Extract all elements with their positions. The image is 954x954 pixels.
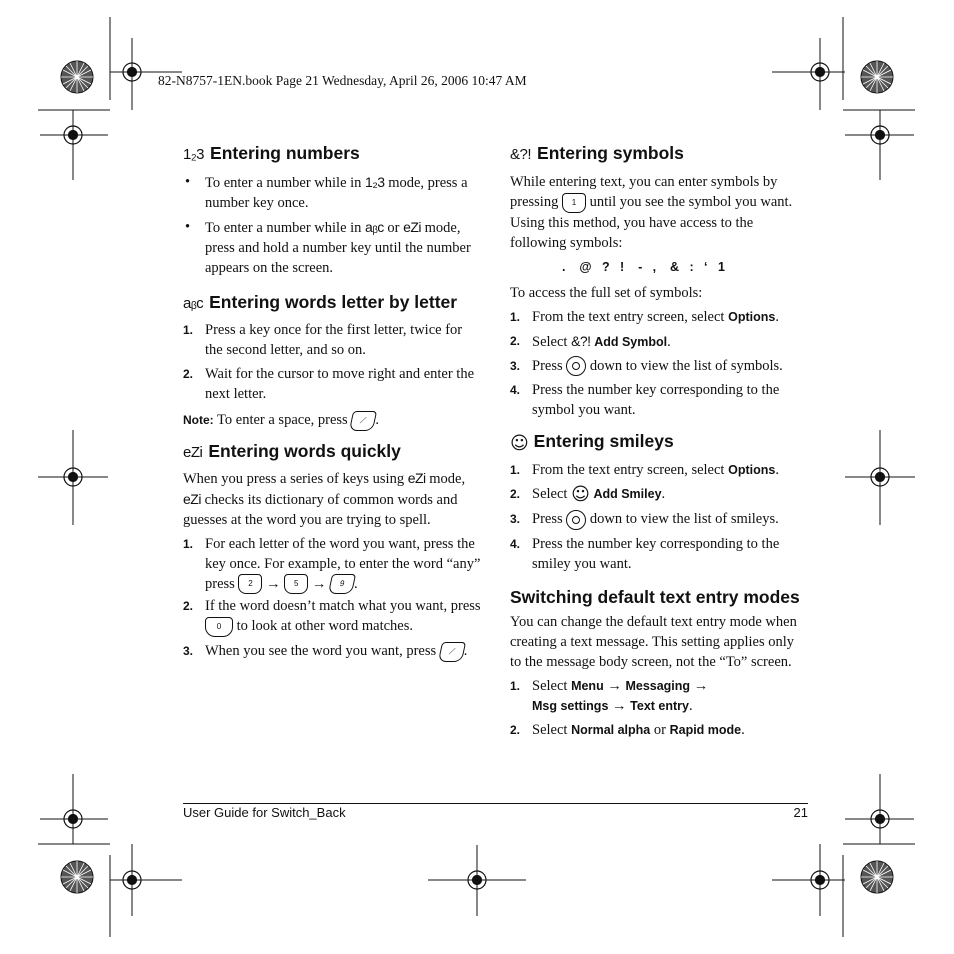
list-item: 1. From the text entry screen, select Options. xyxy=(510,462,779,479)
list-item: 1. For each letter of the word you want, press the key once. For example, to enter the word “any” press 2 → 5 → 9 . xyxy=(183,534,483,595)
quickly-steps xyxy=(183,534,483,662)
arrow-icon: → xyxy=(693,678,709,695)
heading-words-quickly: eZi Entering words quickly xyxy=(183,440,401,461)
add-symbol-label: Add Symbol xyxy=(594,334,668,349)
list-item: 2. Wait for the cursor to move right and enter the next letter. xyxy=(183,366,475,402)
nav-key-icon xyxy=(566,510,586,530)
list-item: 2. If the word doesn’t match what you want, press 0 to look at other word matches. xyxy=(183,596,483,637)
list-item: 3. When you see the word you want, press ⟋ . xyxy=(183,641,483,662)
mode-symbol-icon: &?! xyxy=(510,146,532,163)
list-item: 1. Select Menu → Messaging → Msg settings → Text entry. xyxy=(510,678,709,715)
mode-abc-icon: aᵦc xyxy=(365,219,384,235)
space-key-icon: ⟋ xyxy=(349,411,377,431)
key-9-icon: 9 xyxy=(328,574,356,594)
heading-entering-symbols: &?! Entering symbols xyxy=(510,143,684,163)
symbol-list: . @ ? ! - , & : ‘ 1 xyxy=(562,259,725,274)
space-key-icon: ⟋ xyxy=(438,642,466,662)
letter-steps xyxy=(183,320,483,404)
list-item: 4. Press the number key corresponding to the symbol you want. xyxy=(510,382,780,419)
options-label: Options xyxy=(728,309,776,324)
list-item: 1. Press a key once for the first letter, twice for the second letter, and so on. xyxy=(183,322,463,358)
mode-123-icon: 1₂3 xyxy=(183,146,205,163)
heading-entering-smileys: ☺ Entering smileys xyxy=(510,431,674,455)
list-item: 1. From the text entry screen, select Options. xyxy=(510,308,779,325)
right-column xyxy=(510,142,808,740)
smiley-steps xyxy=(510,460,808,574)
switching-intro: You can change the default text entry mode when creating a text message. This setting applies only to the message body screen, not the “To” screen. xyxy=(510,614,797,671)
quickly-intro: When you press a series of keys using eZi mode, eZi checks its dictionary of common words and guesses at the word you are trying to spell. xyxy=(183,469,466,528)
arrow-icon: → xyxy=(311,575,327,592)
mode-symbol-icon: &?! xyxy=(571,332,591,349)
rapid-mode-label: Rapid mode xyxy=(669,723,742,738)
add-smiley-label: Add Smiley xyxy=(593,487,662,502)
list-item: • To enter a number while in 1₂3 mode, press a number key once. xyxy=(183,172,483,213)
options-label: Options xyxy=(728,463,776,478)
list-item: 4. Press the number key corresponding to the smiley you want. xyxy=(510,536,780,573)
mode-ezi-icon: eZi xyxy=(403,219,422,235)
key-2-icon: 2 xyxy=(238,574,262,594)
key-1-icon: 1 xyxy=(562,193,586,213)
list-item: 2. Select &?! Add Symbol. xyxy=(510,332,671,350)
arrow-icon: → xyxy=(607,678,622,695)
symbols-intro: While entering text, you can enter symbols by pressing 1 until you see the symbol you want. Using this method, you have access to the following symbols: xyxy=(510,174,793,251)
access-text: To access the full set of symbols: xyxy=(510,284,703,301)
mode-abc-icon: aᵦc xyxy=(183,295,204,312)
space-note: Note: To enter a space, press ⟋ . xyxy=(183,410,483,431)
print-header: 82-N8757-1EN.book Page 21 Wednesday, April 26, 2006 10:47 AM xyxy=(158,73,527,88)
normal-alpha-label: Normal alpha xyxy=(571,723,651,738)
page-number: 21 xyxy=(793,805,808,820)
key-5-icon: 5 xyxy=(284,574,308,594)
arrow-icon: → xyxy=(612,698,627,715)
note-label: Note: xyxy=(183,413,214,427)
mode-ezi-icon: eZi xyxy=(183,490,201,507)
heading-switching-modes: Switching default text entry modes xyxy=(510,587,800,608)
footer-rule xyxy=(183,803,808,804)
text-entry-label: Text entry xyxy=(630,699,689,714)
menu-label: Menu xyxy=(571,679,604,694)
list-item: • To enter a number while in aᵦc or eZi mode, press and hold a number key until the number appears on the screen. xyxy=(183,217,483,278)
list-item: 2. Select ☺ Add Smiley. xyxy=(510,484,666,506)
mode-ezi-icon: eZi xyxy=(183,443,203,461)
footer-guide-title: User Guide for Switch_Back xyxy=(183,805,346,820)
left-column xyxy=(183,142,483,662)
nav-key-icon xyxy=(566,356,586,376)
list-item: 3. Press down to view the list of symbols. xyxy=(510,356,808,377)
list-item: 3. Press down to view the list of smileys. xyxy=(510,509,808,530)
mode-123-icon: 1₂3 xyxy=(365,174,385,190)
list-item: 2. Select Normal alpha or Rapid mode. xyxy=(510,722,745,739)
smiley-icon: ☺ xyxy=(510,433,529,455)
heading-entering-numbers: 1₂3 Entering numbers xyxy=(183,143,360,163)
messaging-label: Messaging xyxy=(625,679,691,694)
smiley-icon: ☺ xyxy=(571,484,590,506)
numbers-bullets xyxy=(183,172,483,278)
mode-ezi-icon: eZi xyxy=(407,469,426,486)
arrow-icon: → xyxy=(266,575,281,592)
msg-settings-label: Msg settings xyxy=(532,699,609,714)
symbol-steps xyxy=(510,307,808,421)
key-0-icon: 0 xyxy=(205,617,233,637)
switching-steps xyxy=(510,676,808,740)
heading-letter-by-letter: aᵦc Entering words letter by letter xyxy=(183,292,458,312)
